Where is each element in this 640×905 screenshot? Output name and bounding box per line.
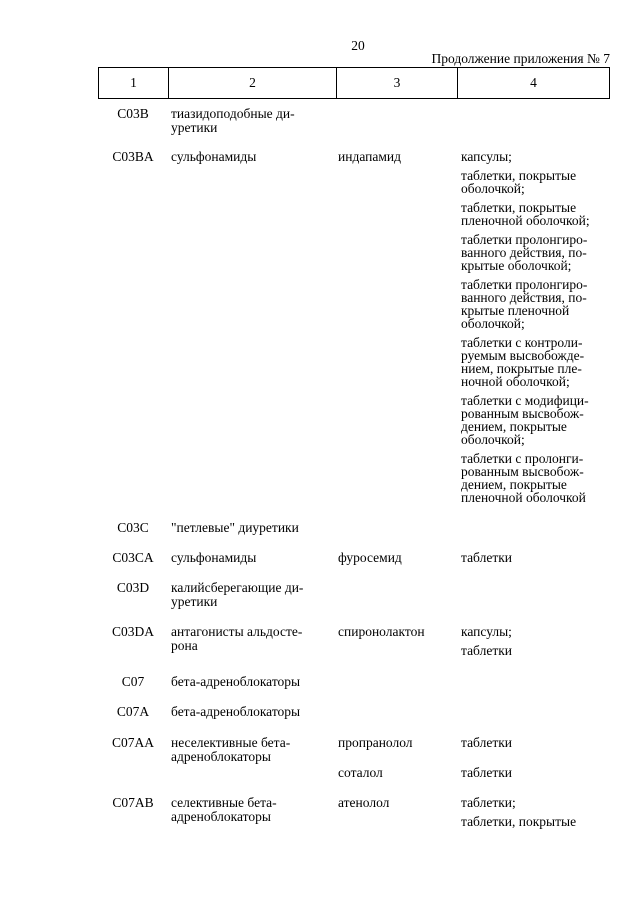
dosage-form: таблетки [461,643,513,658]
pharm-group: селективные бета- адреноблокаторы [171,795,277,824]
header-col-1: 1 [99,68,169,98]
pharm-group: бета-адреноблокаторы [171,674,301,689]
atc-code: C03D [116,580,150,595]
dosage-forms [461,796,611,828]
pharm-group: "петлевые" диуретики [171,520,299,535]
pharm-group: сульфонамиды [171,149,257,164]
dosage-forms [461,766,611,779]
atc-code: C07AA [111,735,154,750]
atc-code: C07A [116,704,150,719]
dosage-form: таблетки пролонгиро- ванного действия, по- крытые пленочной оболочкой; [461,277,588,331]
dosage-form: таблетки [461,550,513,565]
dosage-forms [461,625,611,657]
table-header [98,67,610,99]
atc-code: C03DA [111,624,154,639]
drug-name: пропранолол [338,735,413,750]
pharm-group: калийсберегающие ди- уретики [171,580,304,609]
atc-code: C03BA [112,149,154,164]
dosage-form: таблетки [461,765,513,780]
dosage-form: таблетки, покрытые оболочкой; [461,168,577,196]
dosage-form: таблетки, покрытые [461,814,577,829]
pharm-group: антагонисты альдосте- рона [171,624,303,653]
page-number: 20 [351,38,365,53]
pharm-group: бета-адреноблокаторы [171,704,301,719]
continuation-label: Продолжение приложения № 7 [431,51,610,66]
atc-code: C03C [117,520,149,535]
atc-code: C03B [117,106,149,121]
dosage-form: таблетки [461,735,513,750]
header-col-3: 3 [337,68,458,98]
dosage-form: таблетки; [461,795,516,810]
dosage-form: капсулы; [461,149,512,164]
drug-name: индапамид [338,149,401,164]
dosage-form: таблетки с контроли- руемым высвобожде- нием, покрытые пле- ночной оболочкой; [461,335,585,389]
atc-code: C07AB [112,795,154,810]
atc-code: C03CA [112,550,154,565]
dosage-forms [461,551,611,564]
dosage-form: капсулы; [461,624,512,639]
pharm-group: сульфонамиды [171,550,257,565]
dosage-forms [461,150,611,504]
pharm-group: неселективные бета- адреноблокаторы [171,735,291,764]
atc-code: C07 [121,674,145,689]
drug-name: соталол [338,765,383,780]
header-col-4: 4 [530,75,537,90]
dosage-form: таблетки, покрытые пленочной оболочкой; [461,200,590,228]
header-col-2: 2 [169,68,337,98]
drug-name: фуросемид [338,550,402,565]
dosage-forms [461,736,611,749]
pharm-group: тиазидоподобные ди- уретики [171,106,295,135]
dosage-form: таблетки с модифици- рованным высвобож- дением, покрытые оболочкой; [461,393,589,447]
drug-name: атенолол [338,795,390,810]
dosage-form: таблетки пролонгиро- ванного действия, по- крытые оболочкой; [461,232,588,273]
drug-name: спиронолактон [338,624,425,639]
dosage-form: таблетки с пролонги- рованным высвобож- дением, покрытые пленочной оболочкой [461,451,586,505]
